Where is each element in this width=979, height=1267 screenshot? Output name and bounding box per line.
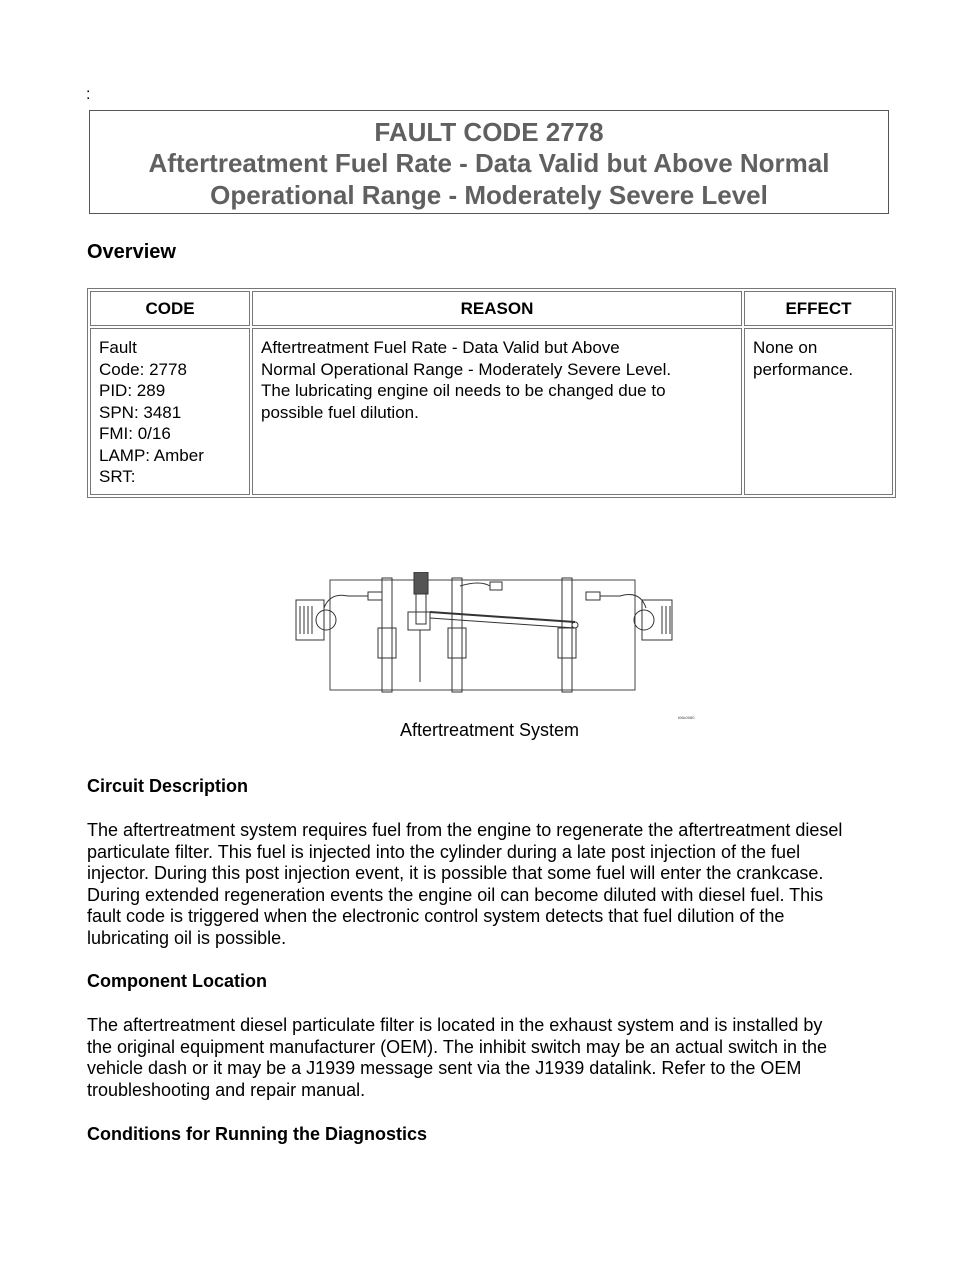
circuit-heading: Circuit Description	[87, 776, 249, 796]
text-line: lubricating oil is possible.	[87, 927, 287, 948]
reason-line: Normal Operational Range - Moderately Severe Level.	[261, 359, 672, 379]
text-line: particulate filter. This fuel is injected into the cylinder during a late post injection of the fuel	[87, 841, 801, 862]
text-line: The aftertreatment system requires fuel from the engine to regenerate the aftertreatment diesel	[87, 820, 843, 840]
code-line: Fault	[99, 338, 137, 357]
overview-table	[87, 288, 896, 498]
code-cell	[90, 328, 250, 495]
reason-line: Aftertreatment Fuel Rate - Data Valid but Above	[261, 338, 620, 357]
code-line: FMI: 0/16	[99, 424, 171, 443]
text-line: vehicle dash or it may be a J1939 message sent via the J1939 datalink. Refer to the OEM	[87, 1058, 802, 1078]
title-box	[89, 110, 889, 214]
code-line: SRT:	[99, 467, 136, 486]
text-line: fault code is triggered when the electronic control system detects that fuel dilution of the	[87, 906, 785, 926]
reason-line: possible fuel dilution.	[261, 402, 419, 422]
reason-cell	[252, 328, 742, 495]
figure-caption: Aftertreatment System	[399, 720, 580, 740]
text-line: The aftertreatment diesel particulate filter is located in the exhaust system and is installed by	[87, 1015, 823, 1035]
component-paragraph	[87, 1015, 897, 1101]
circuit-paragraph	[87, 820, 897, 949]
text-line: injector. During this post injection event, it is possible that some fuel will enter the crankcase.	[87, 863, 824, 883]
component-heading: Component Location	[87, 971, 267, 991]
code-line: SPN: 3481	[99, 402, 182, 422]
code-line: LAMP: Amber	[99, 445, 204, 465]
effect-cell	[744, 328, 893, 495]
table-header-row	[90, 291, 893, 326]
title-line-2: Aftertreatment Fuel Rate - Data Valid but Above Normal	[148, 148, 830, 178]
text-line: During extended regeneration events the engine oil can become diluted with diesel fuel. This	[87, 884, 824, 905]
figure-tag: t08c0080	[678, 715, 695, 720]
overview-heading: Overview	[87, 241, 176, 263]
effect-line: None on	[753, 338, 818, 357]
conditions-heading: Conditions for Running the Diagnostics	[87, 1124, 427, 1144]
aftertreatment-diagram	[290, 572, 700, 720]
text-line: the original equipment manufacturer (OEM). The inhibit switch may be an actual switch in the	[87, 1036, 828, 1057]
code-line: Code: 2778	[99, 359, 187, 379]
text-line: troubleshooting and repair manual.	[87, 1079, 366, 1100]
table-row	[90, 328, 893, 495]
header-colon: :	[86, 86, 91, 103]
reason-line: The lubricating engine oil needs to be changed due to	[261, 381, 666, 400]
header-effect: EFFECT	[744, 291, 893, 326]
effect-line: performance.	[753, 359, 854, 379]
header-reason: REASON	[252, 291, 742, 326]
code-line: PID: 289	[99, 381, 166, 400]
title-line-3: Operational Range - Moderately Severe Level	[210, 180, 768, 210]
page-title: FAULT CODE 2778	[374, 117, 604, 147]
header-code: CODE	[90, 291, 250, 326]
